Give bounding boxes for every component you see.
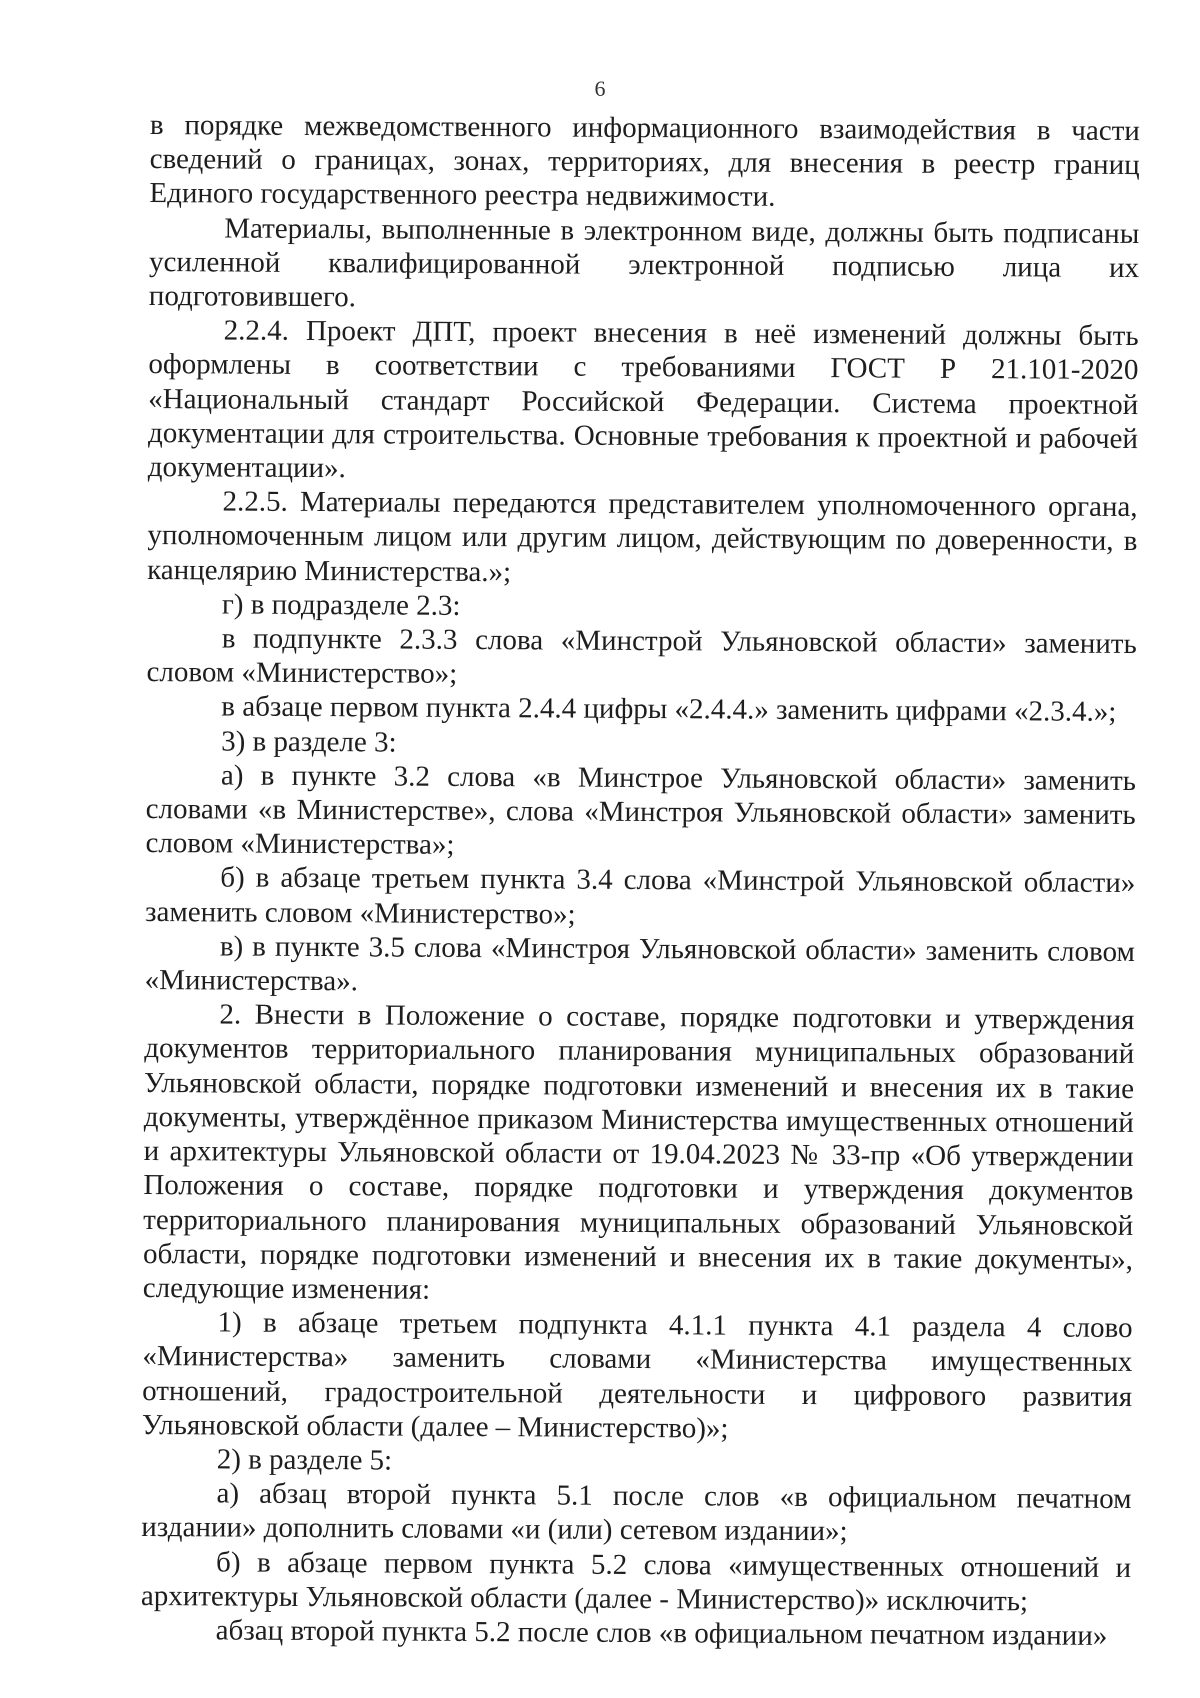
paragraph: в порядке межведомственного информационного взаимодействия в части сведений о границах, зонах, территориях, для внесения в реестр границ Единого государственного реестра недвижимости.	[149, 108, 1140, 214]
paragraph: 3) в разделе 3:	[221, 725, 397, 759]
paragraph: абзац второй пункта 5.2 после слов «в официальном печатном издании»	[215, 1614, 1108, 1652]
paragraph: 2.2.5. Материалы передаются представителем уполномоченного органа, уполномоченным лицом или другим лицом, действующим по доверенности, в канцелярию Министерства.»;	[147, 485, 1138, 588]
document-body	[141, 108, 1140, 1653]
paragraph: 2.2.4. Проект ДПТ, проект внесения в неё изменений должны быть оформлены в соответствии с требованиями ГОСТ Р 21.101-2020 «Национальный стандарт Российской Федерации. Система проектной документации для строительства. Основные требования к проектной и рабочей документации».	[147, 314, 1139, 485]
paragraph: Материалы, выполненные в электронном виде, должны быть подписаны усиленной квалифицированной электронной подписью лица их подготовившего.	[148, 212, 1140, 314]
paragraph: а) абзац второй пункта 5.1 после слов «в официальном печатном издании» дополнить словами «и (или) сетевом издании»;	[141, 1477, 1132, 1548]
paragraph: 1) в абзаце третьем подпункта 4.1.1 пункта 4.1 раздела 4 слово «Министерства» заменить словами «Министерства имущественных отношений, градостроительной деятельности и цифрового развития Ульяновской области (далее – Министерство)»;	[141, 1306, 1133, 1445]
paragraph: 2. Внести в Положение о составе, порядке подготовки и утверждения документов территориального планирования муниципальных образований Ульяновской области, порядке подготовки изменений и внесения их в такие документы, утверждённое приказом Министерства имущественных отношений и архитектуры Ульяновской области от 19.04.2023 № 33-пр «Об утверждении Положения о составе, порядке подготовки и утверждения документов территориального планирования муниципальных образований Ульяновской области, порядке подготовки изменений и внесения их в такие документы», следующие изменения:	[142, 998, 1135, 1306]
paragraph: а) в пункте 3.2 слова «в Минстрое Ульяновской области» заменить словами «в Министерстве», слова «Минстроя Ульяновской области» заменить словом «Министерства»;	[145, 759, 1137, 862]
paragraph: б) в абзаце первом пункта 5.2 слова «имущественных отношений и архитектуры Ульяновской области (далее - Министерство)» исключить;	[140, 1545, 1132, 1618]
paragraph: в абзаце первом пункта 2.4.4 цифры «2.4.4.» заменить цифрами «2.3.4.»;	[221, 690, 1117, 729]
page-number: 6	[594, 76, 606, 101]
paragraph: 2) в разделе 5:	[216, 1443, 393, 1477]
paragraph: г) в подразделе 2.3:	[221, 588, 461, 622]
paragraph: в) в пункте 3.5 слова «Минстроя Ульяновской области» заменить словом «Министерства».	[144, 930, 1135, 998]
paragraph: в подпункте 2.3.3 слова «Минстрой Ульяновской области» заменить словом «Министерство»;	[146, 622, 1137, 691]
paragraph: б) в абзаце третьем пункта 3.4 слова «Минстрой Ульяновской области» заменить словом «Министерство»;	[144, 861, 1136, 931]
